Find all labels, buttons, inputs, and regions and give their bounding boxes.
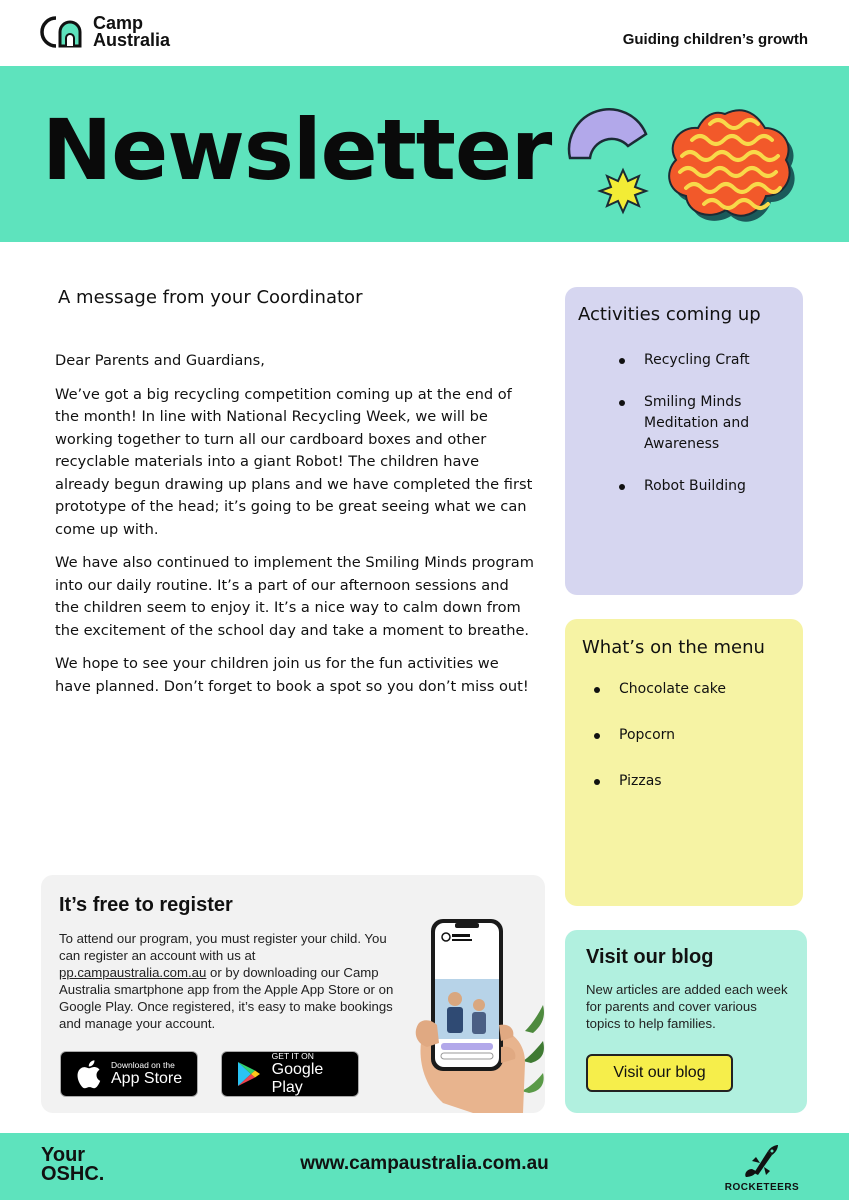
list-item: Smiling Minds Meditation and Awareness (617, 392, 792, 455)
message-paragraph: Dear Parents and Guardians, (55, 352, 265, 369)
activities-card (565, 287, 803, 595)
rocketeers-text: ROCKETEERS (724, 1182, 800, 1193)
menu-card (565, 619, 803, 906)
tagline: Guiding children’s growth (622, 31, 808, 48)
visit-blog-button[interactable]: Visit our blog (586, 1054, 733, 1092)
activities-list (617, 350, 792, 518)
logo-text (93, 15, 170, 49)
blog-card (565, 930, 807, 1113)
banner (0, 66, 849, 242)
footer (0, 1133, 849, 1200)
camp-australia-logo[interactable] (38, 14, 170, 50)
rocketeers-logo (716, 1143, 808, 1193)
blog-title: Visit our blog (586, 946, 714, 968)
page-title: Newsletter (42, 101, 552, 199)
blog-text: New articles are added each week for parents and cover various topics to help families. (586, 982, 788, 1032)
message-paragraph: We hope to see your children join us for the fun activities we have planned. Don’t forget to book a spot so you don’t miss out! (55, 655, 529, 695)
message-paragraph: We’ve got a big recycling competition coming up at the end of the month! In line with National Recycling Week, we will be working together to turn all our cardboard boxes and other recyclable materials into a giant Robot! The children have already begun drawing up plans and we have completed the first prototype of the head; it’s going to be great seeing what we can come up with. (55, 385, 533, 538)
message-body (55, 350, 535, 709)
register-text-after: or by downloading our Camp Australia smartphone app from the Apple App Store or on Google Play. Once registered, it’s easy to make bookings and manage your account. (59, 965, 394, 1032)
menu-title: What’s on the menu (582, 637, 765, 658)
list-item: Recycling Craft (617, 350, 792, 371)
app-store-button[interactable] (60, 1051, 198, 1097)
logo-line-1: Camp (93, 13, 144, 33)
camp-australia-logo-icon (38, 14, 90, 50)
list-item: Popcorn (592, 725, 792, 746)
app-store-small-text: Download on the (111, 1060, 175, 1070)
decorative-shapes-icon (560, 96, 800, 236)
menu-list (592, 679, 792, 817)
list-item: Robot Building (617, 476, 792, 497)
message-heading: A message from your Coordinator (58, 287, 363, 308)
list-item: Chocolate cake (592, 679, 792, 700)
footer-left-line-1: Your (41, 1144, 86, 1166)
register-text (59, 930, 404, 1033)
register-card (41, 875, 545, 1113)
google-play-small-text: GET IT ON (271, 1051, 314, 1061)
website-link[interactable]: www.campaustralia.com.au (300, 1153, 549, 1174)
top-bar (0, 0, 849, 66)
google-play-button[interactable] (221, 1051, 359, 1097)
app-store-big-text: App Store (111, 1070, 183, 1087)
register-link[interactable]: pp.campaustralia.com.au (59, 965, 207, 981)
logo-line-2: Australia (93, 30, 171, 50)
phone-in-hand-illustration (413, 913, 545, 1113)
google-play-big-text: Google Play (271, 1061, 324, 1096)
apple-icon (71, 1057, 105, 1091)
message-paragraph: We have also continued to implement the Smiling Minds program into our daily routine. It’s a part of our afternoon sessions and the children seem to enjoy it. It’s a nice way to calm down from the excitement of the school day and take a moment to breathe. (55, 554, 534, 639)
activities-title: Activities coming up (578, 304, 761, 325)
footer-left-line-2: OSHC. (41, 1163, 105, 1185)
rocket-icon (716, 1143, 808, 1179)
list-item: Pizzas (592, 771, 792, 792)
register-text-before: To attend our program, you must register your child. You can register an account with us at (59, 931, 387, 964)
google-play-icon (232, 1057, 266, 1091)
register-title: It’s free to register (59, 894, 233, 916)
